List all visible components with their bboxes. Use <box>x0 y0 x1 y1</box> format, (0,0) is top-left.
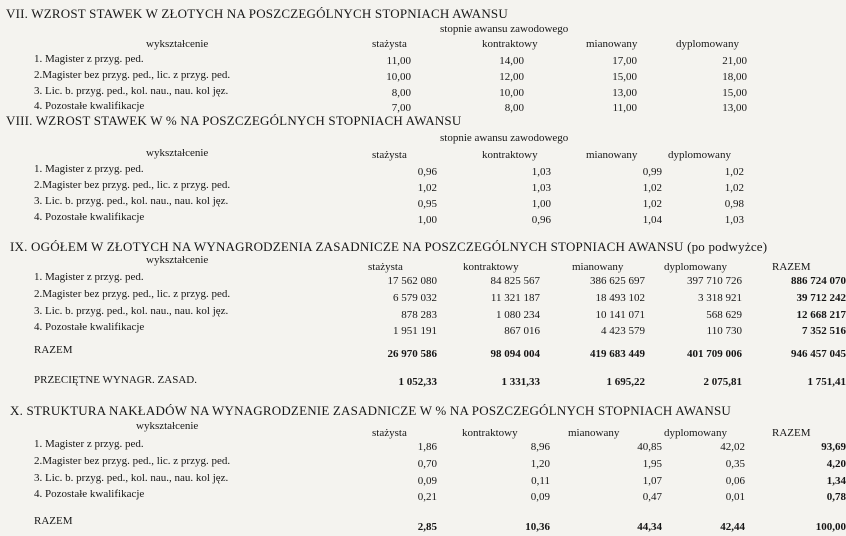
cell-value: 0,21 <box>417 491 437 503</box>
cell-value: 886 724 070 <box>791 275 846 287</box>
cell-value: 0,09 <box>417 475 437 487</box>
cell-value: 0,47 <box>642 491 662 503</box>
cell-value: 1,02 <box>642 182 662 194</box>
section-title: VIII. WZROST STAWEK W % NA POSZCZEGÓLNYCH STOPNIACH AWANSU <box>6 113 462 128</box>
cell-value: 1 080 234 <box>496 309 540 321</box>
cell-value: 0,96 <box>417 166 437 178</box>
cell-value: 10,00 <box>386 71 411 83</box>
cell-value: 17,00 <box>612 55 637 67</box>
column-header-0: stażysta <box>372 427 407 439</box>
row-label: 3. Lic. b. przyg. ped., kol. nau., nau. kol jęz. <box>34 305 229 317</box>
cell-value: 1,03 <box>531 166 551 178</box>
cell-value: 7,00 <box>391 102 411 114</box>
cell-value: 0,96 <box>531 214 551 226</box>
row-label: 3. Lic. b. przyg. ped., kol. nau., nau. kol jęz. <box>34 195 229 207</box>
average-value: 1 052,33 <box>398 376 437 388</box>
column-header-2: mianowany <box>572 261 624 273</box>
total-label: RAZEM <box>34 344 73 356</box>
cell-value: 0,35 <box>725 458 745 470</box>
cell-value: 0,01 <box>725 491 745 503</box>
cell-value: 1 951 191 <box>393 325 437 337</box>
row-header: wykształcenie <box>146 147 209 159</box>
cell-value: 11,00 <box>386 55 411 67</box>
cell-value: 386 625 697 <box>590 275 645 287</box>
cell-value: 18 493 102 <box>595 292 645 304</box>
column-header-2: mianowany <box>586 38 638 50</box>
cell-value: 1,02 <box>642 198 662 210</box>
cell-value: 1,34 <box>826 475 846 487</box>
average-value: 1 331,33 <box>501 376 540 388</box>
cell-value: 1,20 <box>530 458 550 470</box>
cell-value: 7 352 516 <box>802 325 846 337</box>
total-value: 946 457 045 <box>791 348 846 360</box>
cell-value: 10,00 <box>499 87 524 99</box>
section-title: VII. WZROST STAWEK W ZŁOTYCH NA POSZCZEGÓLNYCH STOPNIACH AWANSU <box>6 6 508 21</box>
group-header: stopnie awansu zawodowego <box>440 132 569 144</box>
cell-value: 1,00 <box>531 198 551 210</box>
cell-value: 15,00 <box>612 71 637 83</box>
cell-value: 13,00 <box>722 102 747 114</box>
cell-value: 17 562 080 <box>387 275 437 287</box>
cell-value: 1,02 <box>417 182 437 194</box>
column-header-3: dyplomowany <box>668 149 731 161</box>
cell-value: 0,06 <box>725 475 745 487</box>
section-title: X. STRUKTURA NAKŁADÓW NA WYNAGRODZENIE ZASADNICZE W % NA POSZCZEGÓLNYCH STOPNIACH AWANSU <box>10 403 731 418</box>
cell-value: 40,85 <box>637 441 662 453</box>
cell-value: 84 825 567 <box>490 275 540 287</box>
cell-value: 8,00 <box>391 87 411 99</box>
cell-value: 21,00 <box>722 55 747 67</box>
column-header-2: mianowany <box>586 149 638 161</box>
average-value: 2 075,81 <box>703 376 742 388</box>
column-header-1: kontraktowy <box>482 38 538 50</box>
cell-value: 568 629 <box>706 309 742 321</box>
cell-value: 8,96 <box>530 441 550 453</box>
cell-value: 12 668 217 <box>796 309 846 321</box>
column-header-0: stażysta <box>372 149 407 161</box>
cell-value: 1,03 <box>531 182 551 194</box>
group-header: stopnie awansu zawodowego <box>440 23 569 35</box>
cell-value: 1,02 <box>724 166 744 178</box>
section-title: IX. OGÓŁEM W ZŁOTYCH NA WYNAGRODZENIA ZASADNICZE NA POSZCZEGÓLNYCH STOPNIACH AWANSU (po podwyżce) <box>10 239 768 254</box>
cell-value: 397 710 726 <box>687 275 742 287</box>
row-label: 3. Lic. b. przyg. ped., kol. nau., nau. kol jęz. <box>34 85 229 97</box>
row-label: 1. Magister z przyg. ped. <box>34 271 144 283</box>
row-label: 4. Pozostałe kwalifikacje <box>34 488 145 500</box>
cell-value: 3 318 921 <box>698 292 742 304</box>
cell-value: 93,69 <box>821 441 846 453</box>
total-value: 100,00 <box>815 521 846 533</box>
row-label: 4. Pozostałe kwalifikacje <box>34 321 145 333</box>
cell-value: 10 141 071 <box>595 309 645 321</box>
cell-value: 110 730 <box>706 325 742 337</box>
row-header: wykształcenie <box>136 420 199 432</box>
average-value: 1 695,22 <box>606 376 645 388</box>
row-label: 2.Magister bez przyg. ped., lic. z przyg. ped. <box>34 288 231 300</box>
column-header-1: kontraktowy <box>482 149 538 161</box>
cell-value: 0,98 <box>724 198 744 210</box>
row-label: 1. Magister z przyg. ped. <box>34 53 144 65</box>
row-label: 2.Magister bez przyg. ped., lic. z przyg. ped. <box>34 69 231 81</box>
cell-value: 4 423 579 <box>601 325 645 337</box>
total-value: 44,34 <box>637 521 662 533</box>
cell-value: 1,95 <box>642 458 662 470</box>
cell-value: 18,00 <box>722 71 747 83</box>
cell-value: 4,20 <box>826 458 846 470</box>
row-label: 4. Pozostałe kwalifikacje <box>34 100 145 112</box>
cell-value: 1,04 <box>642 214 662 226</box>
cell-value: 0,78 <box>826 491 846 503</box>
cell-value: 0,99 <box>642 166 662 178</box>
cell-value: 12,00 <box>499 71 524 83</box>
cell-value: 15,00 <box>722 87 747 99</box>
row-header: wykształcenie <box>146 254 209 266</box>
cell-value: 11,00 <box>612 102 637 114</box>
column-header-3: dyplomowany <box>664 427 727 439</box>
total-value: 419 683 449 <box>590 348 645 360</box>
column-header-0: stażysta <box>372 38 407 50</box>
cell-value: 6 579 032 <box>393 292 437 304</box>
total-value: 2,85 <box>417 521 437 533</box>
row-label: 2.Magister bez przyg. ped., lic. z przyg. ped. <box>34 179 231 191</box>
row-header: wykształcenie <box>146 38 209 50</box>
cell-value: 867 016 <box>504 325 540 337</box>
total-value: 10,36 <box>525 521 550 533</box>
total-value: 42,44 <box>720 521 745 533</box>
cell-value: 42,02 <box>720 441 745 453</box>
total-value: 26 970 586 <box>387 348 437 360</box>
cell-value: 1,03 <box>724 214 744 226</box>
average-label: PRZECIĘTNE WYNAGR. ZASAD. <box>34 374 197 386</box>
row-label: 1. Magister z przyg. ped. <box>34 163 144 175</box>
cell-value: 0,95 <box>417 198 437 210</box>
column-header-3: dyplomowany <box>664 261 727 273</box>
row-label: 4. Pozostałe kwalifikacje <box>34 211 145 223</box>
cell-value: 0,70 <box>417 458 437 470</box>
row-label: 3. Lic. b. przyg. ped., kol. nau., nau. kol jęz. <box>34 472 229 484</box>
cell-value: 11 321 187 <box>490 292 540 304</box>
row-label: 2.Magister bez przyg. ped., lic. z przyg. ped. <box>34 455 231 467</box>
cell-value: 1,86 <box>417 441 437 453</box>
column-header-4: RAZEM <box>772 261 811 273</box>
total-value: 98 094 004 <box>490 348 540 360</box>
cell-value: 1,02 <box>724 182 744 194</box>
column-header-1: kontraktowy <box>463 261 519 273</box>
total-label: RAZEM <box>34 515 73 527</box>
cell-value: 39 712 242 <box>796 292 846 304</box>
total-value: 401 709 006 <box>687 348 742 360</box>
column-header-1: kontraktowy <box>462 427 518 439</box>
cell-value: 13,00 <box>612 87 637 99</box>
cell-value: 1,00 <box>417 214 437 226</box>
column-header-0: stażysta <box>368 261 403 273</box>
row-label: 1. Magister z przyg. ped. <box>34 438 144 450</box>
cell-value: 1,07 <box>642 475 662 487</box>
cell-value: 8,00 <box>504 102 524 114</box>
column-header-2: mianowany <box>568 427 620 439</box>
column-header-4: RAZEM <box>772 427 811 439</box>
cell-value: 14,00 <box>499 55 524 67</box>
cell-value: 0,09 <box>530 491 550 503</box>
cell-value: 0,11 <box>531 475 550 487</box>
column-header-3: dyplomowany <box>676 38 739 50</box>
average-value: 1 751,41 <box>807 376 846 388</box>
cell-value: 878 283 <box>401 309 437 321</box>
